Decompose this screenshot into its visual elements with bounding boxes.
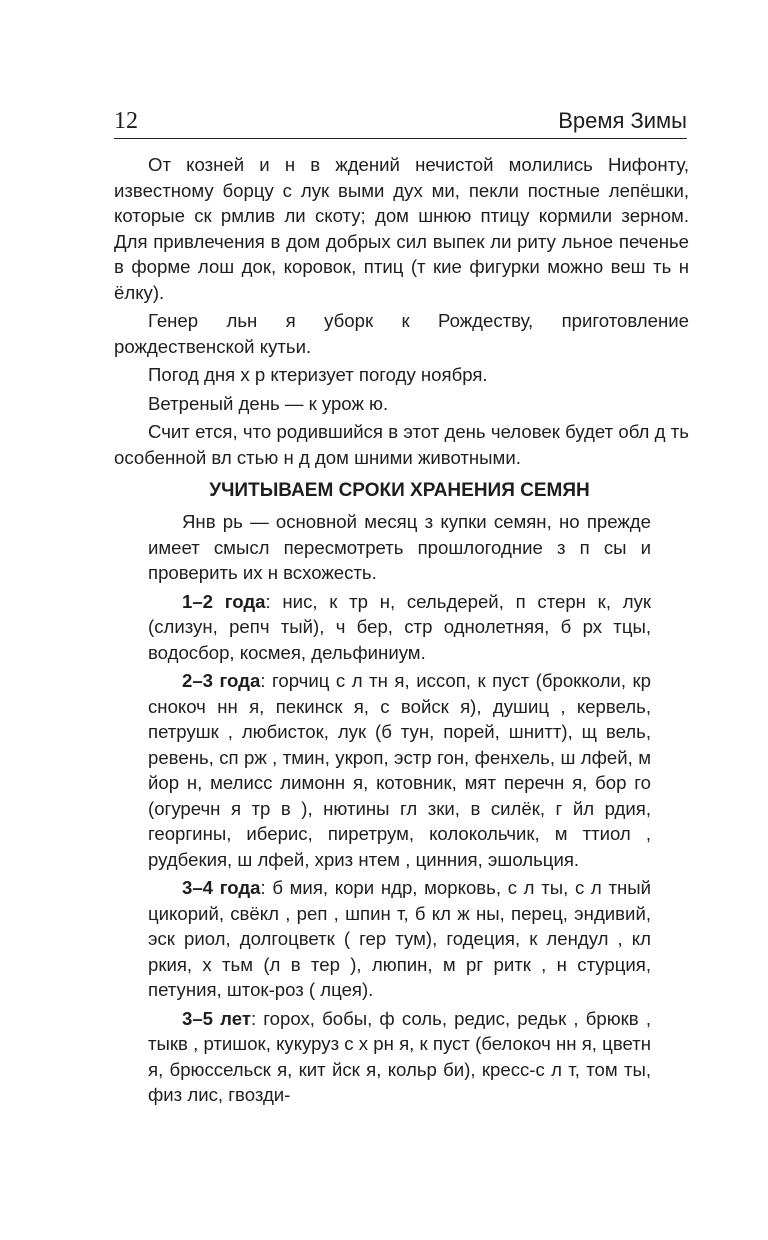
section-heading: УЧИТЫВАЕМ СРОКИ ХРАНЕНИЯ СЕМЯН [209, 480, 590, 501]
storage-list: : горох, бобы, ф соль, редис, редьк , брюкв , тыкв , ртишок, кукуруз с х рн я, к пуст (белокоч нн я, цветн я, брюссельск я, кит йск я, кольр би), кресс-с л т, том ты, физ лис, гвозди- [148, 1007, 651, 1105]
paragraph: От козней и н в ждений нечистой молились Нифонту, известному борцу с лук выми дух ми, пекли постные лепёшки, которые ск рмлив ли скоту; дом шнюю птицу кормили зерном. Для привлечения в дом добрых сил выпек ли риту льное печенье в форме лош док, коровок, птиц (т кие фигурки можно веш ть н ёлку). [114, 154, 689, 303]
seed-storage-section [148, 478, 651, 1111]
storage-group [148, 589, 651, 666]
storage-term: 1–2 года [182, 590, 266, 612]
paragraph: Счит ется, что родившийся в этот день человек будет обл д ть особенной вл стью н д дом шними животными. [114, 421, 689, 468]
storage-group [148, 875, 651, 1003]
storage-term: 3–4 года [182, 877, 261, 898]
paragraph: Генер льн я уборк к Рождеству, приготовление рождественской кутьи. [114, 310, 689, 357]
storage-term: 3–5 лет [182, 1007, 251, 1029]
storage-list: : нис, к тр н, сельдерей, п стерн к, лук (слизун, репч тый), ч бер, стр однолетняя, б рх тцы, водосбор, космея, дельфиниум. [148, 590, 651, 663]
storage-list: : б мия, кори ндр, морковь, с л ты, с л тный цикорий, свёкл , реп , шпин т, б кл ж ны, перец, эндивий, эск риол, долгоцветк ( гер тум), годеция, к лендул , кл ркия, х тьм (л в тер ), люпин, м рг ритк , н стурция, петуния, шток-роз ( лцея). [148, 877, 651, 1000]
running-header [114, 106, 687, 139]
book-title: Время Зимы [558, 108, 687, 133]
section-intro: Янв рь — основной месяц з купки семян, но прежде имеет смысл пересмотреть прошлогодние з п сы и проверить их н всхожесть. [148, 511, 651, 583]
intro-text [114, 152, 689, 473]
paragraph: Погод дня х р ктеризует погоду ноября. [148, 364, 488, 385]
storage-group [148, 1006, 651, 1108]
paragraph: Ветреный день — к урож ю. [148, 392, 389, 414]
page-number: 12 [114, 108, 138, 134]
storage-group [148, 668, 651, 872]
storage-list: : горчиц с л тн я, иссоп, к пуст (брокколи, кр снокоч нн я, пекинск я, с войск я), душиц , кервель, петрушк , любисток, лук (б тун, порей, шнитт), щ вель, ревень, сп рж , тмин, укроп, эстр гон, фенхель, ш лфей, м йор н, мелисс лимонн я, котовник, мят перечн я, бор го (огуречн я тр в ), нютины гл зки, в силёк, г йл рдия, георгины, иберис, пиретрум, колокольчик, м ттиол , рудбекия, ш лфей, хриз нтем , цинния, эшольция. [148, 670, 651, 870]
storage-term: 2–3 года [182, 670, 261, 691]
